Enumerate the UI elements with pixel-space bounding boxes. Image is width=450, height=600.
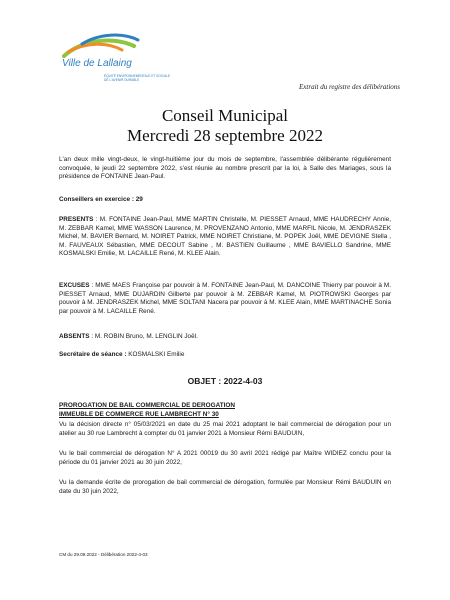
meeting-title: Conseil Municipal: [161, 106, 289, 125]
excused-label: EXCUSES: [59, 282, 90, 289]
secretary-name: KOSMALSKI Emilie: [126, 351, 185, 358]
subject-heading: [59, 402, 391, 419]
paragraph-lease: Vu le bail commercial de dérogation N° A 2021 00019 du 30 avril 2021 rédigé par Maître WIDIEZ conclu pour la période du 01 janvier 2021 au 30 juin 2022,: [59, 450, 391, 466]
meeting-date: Mercredi 28 septembre 2022: [127, 126, 323, 145]
present-paragraph: [59, 216, 391, 259]
subject-line-2: IMMEUBLE DE COMMERCE RUE LAMBRECHT N° 30: [59, 410, 219, 418]
excused-list: : MME MAES Françoise par pouvoir à M. FONTAINE Jean-Paul, M. DANCOINE Thierry par pouvoir à M. PIESSET Arnaud, MME DUJARDIN Gilberte par pouvoir à M. ZEBBAR Kamel, M. PIOTROWSKI Georges par pouvoir à M. JENDRASZEK Michel, MME SOLTANI Nacera par pouvoir à M. KLEE Alain, MME MARTINACHE Sonia par pouvoir à M. LACAILLE René.: [59, 282, 391, 315]
secretary-label: Secrétaire de séance :: [59, 351, 127, 358]
subject-line-1: PROROGATION DE BAIL COMMERCIAL DE DEROGATION: [59, 402, 235, 409]
object-heading: OBJET : 2022-4-03: [187, 376, 263, 386]
register-extract-label: Extrait du registre des délibérations: [299, 83, 400, 91]
absent-paragraph: [59, 333, 391, 342]
paragraph-decision: Vu la décision directe n° 05/03/2021 en date du 25 mai 2021 adoptant le bail commercial de dérogation pour un atelier au 30 rue Lambrecht à compter du 01 janvier 2021 à Monsieur Rémi BAUDUIN,: [59, 421, 391, 437]
logo-name: Ville de Lallaing: [62, 58, 132, 69]
intro-paragraph: L'an deux mille vingt-deux, le vingt-huitième jour du mois de septembre, l'assemblée délibérante régulièrement convoquée, le jeudi 22 septembre 2022, s'est réunie au nombre prescrit par la loi, à Salle des Mariages, sous la présidence de FONTAINE Jean-Paul.: [59, 156, 391, 181]
absent-list: : M. ROBIN Bruno, M. LENGLIN Joël.: [89, 333, 198, 340]
councillors-count: Conseillers en exercice : 29: [59, 196, 143, 203]
paragraph-request: Vu la demande écrite de prorogation de bail commercial de dérogation, formulée par Monsieur Rémi BAUDUIN en date du 30 juin 2022,: [59, 479, 391, 495]
absent-label: ABSENTS: [59, 333, 90, 340]
present-list: : M. FONTAINE Jean-Paul, MME MARTIN Christelle, M. PIESSET Arnaud, MME HAUDRECHY Annie, M. ZEBBAR Kamel, MME WASSON Laurence, M. PROVENZANO Antonio, MME MARFIL Nicole, M. JENDRASZEK Michel, M. BAVIER Bernard, M. NOIRET Patrick, MME NOIRET Christiane, M. POPEK Joël, MME DEVIGNE Stella , M. FAUVEAUX Sébastien, MME DECOUT Sabine , M. BASTIEN Guillaume , MME BAVIELLO Sandrine, MME KOSMALSKI Emilie, M. LACAILLE René, M. KLEE Alain.: [59, 216, 391, 258]
secretary-paragraph: [59, 351, 391, 360]
excused-paragraph: [59, 282, 391, 316]
lallaing-logo: [52, 30, 172, 90]
page-footer: CM du 29.09.2022 - Délibération 2022-4-03: [59, 552, 148, 557]
present-label: PRESENTS: [59, 216, 94, 223]
logo-tagline: ÉQUITÉ ENVIRONNEMENTALE ET SOCIALE DE L'AVENIR DURABLE: [104, 74, 171, 82]
